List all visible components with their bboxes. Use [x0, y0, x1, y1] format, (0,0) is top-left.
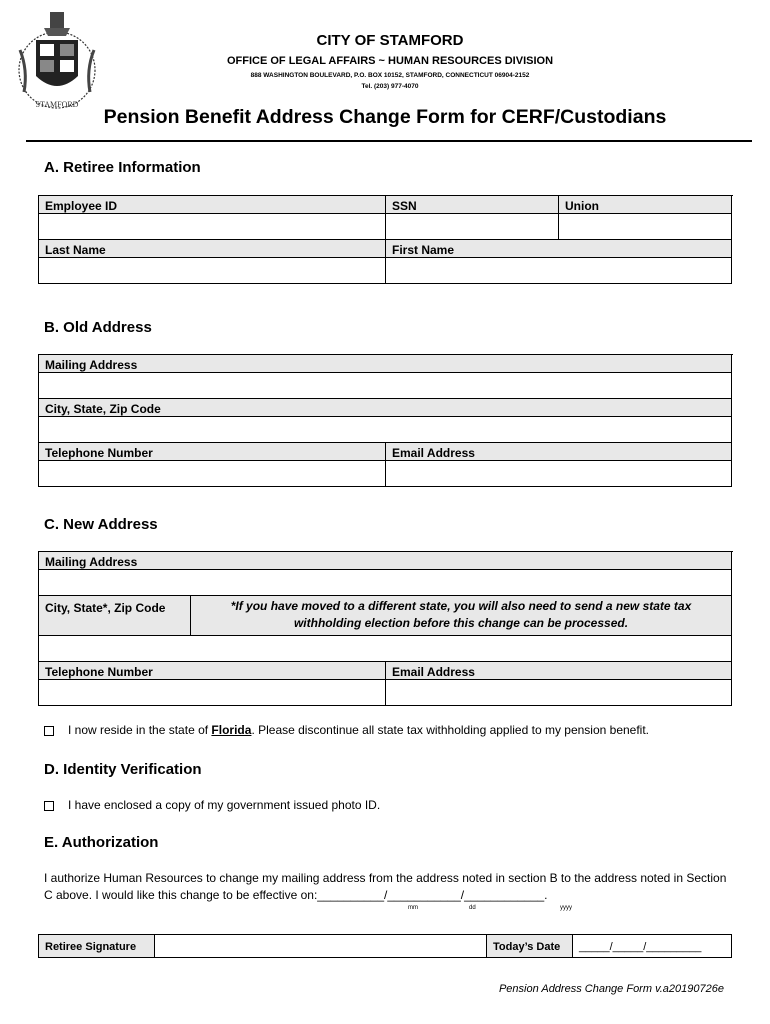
signature-field[interactable]	[155, 935, 487, 957]
old-telephone-field[interactable]	[39, 461, 386, 487]
svg-text:STAMFORD: STAMFORD	[35, 100, 79, 109]
section-d-heading: D. Identity Verification	[44, 761, 202, 778]
old-telephone-label: Telephone Number	[39, 443, 386, 461]
old-city-state-zip-field[interactable]	[39, 417, 732, 443]
ssn-field[interactable]	[386, 214, 559, 240]
florida-state-name: Florida	[211, 723, 252, 737]
union-label: Union	[559, 196, 732, 214]
new-telephone-label: Telephone Number	[39, 662, 386, 680]
new-city-state-zip-label: City, State*, Zip Code	[39, 596, 191, 636]
florida-text-pre: I now reside in the state of	[68, 723, 212, 737]
florida-checkbox[interactable]	[44, 726, 54, 736]
last-name-field[interactable]	[39, 258, 386, 284]
old-address-table	[38, 354, 733, 487]
ssn-label: SSN	[386, 196, 559, 214]
signature-row	[38, 934, 732, 958]
section-e-heading: E. Authorization	[44, 834, 159, 851]
employee-id-label: Employee ID	[39, 196, 386, 214]
todays-date-label: Today’s Date	[487, 935, 573, 957]
section-b-heading: B. Old Address	[44, 319, 152, 336]
date-dd-hint: dd	[469, 905, 476, 911]
union-field[interactable]	[559, 214, 732, 240]
signature-label: Retiree Signature	[39, 935, 155, 957]
new-address-table	[38, 551, 733, 706]
section-a-heading: A. Retiree Information	[44, 159, 201, 176]
new-mailing-label: Mailing Address	[39, 552, 732, 570]
city-seal-logo	[14, 10, 100, 114]
new-mailing-field[interactable]	[39, 570, 732, 596]
header-office: OFFICE OF LEGAL AFFAIRS ~ HUMAN RESOURCES DIVISION	[226, 55, 554, 67]
new-email-field[interactable]	[386, 680, 732, 706]
section-c-heading: C. New Address	[44, 516, 158, 533]
retiree-info-table	[38, 195, 733, 284]
authorization-text: I authorize Human Resources to change my mailing address from the address noted in section B to the address noted in Section C above. I would like this change to be effective on:__________/___________/____________.	[44, 871, 727, 902]
new-email-label: Email Address	[386, 662, 732, 680]
old-mailing-field[interactable]	[39, 373, 732, 399]
florida-option	[44, 723, 649, 737]
new-telephone-field[interactable]	[39, 680, 386, 706]
old-email-label: Email Address	[386, 443, 732, 461]
photo-id-option	[44, 798, 380, 812]
page-title: Pension Benefit Address Change Form for CERF/Custodians	[103, 106, 667, 128]
todays-date-field[interactable]: _____/_____/_________	[579, 941, 702, 953]
photo-id-text: I have enclosed a copy of my government issued photo ID.	[68, 798, 381, 812]
date-yyyy-hint: yyyy	[560, 905, 572, 911]
first-name-field[interactable]	[386, 258, 732, 284]
header-address: 888 WASHINGTON BOULEVARD, P.O. BOX 10152, STAMFORD, CONNECTICUT 06904-2152	[250, 72, 530, 79]
new-city-state-zip-field[interactable]	[39, 636, 732, 662]
last-name-label: Last Name	[39, 240, 386, 258]
form-version-footer: Pension Address Change Form v.a20190726e	[498, 983, 724, 995]
header-tel: Tel. (203) 977-4070	[361, 83, 419, 90]
old-email-field[interactable]	[386, 461, 732, 487]
old-city-state-zip-label: City, State, Zip Code	[39, 399, 732, 417]
first-name-label: First Name	[386, 240, 732, 258]
florida-text-post: . Please discontinue all state tax withholding applied to my pension benefit.	[251, 723, 650, 737]
date-mm-hint: mm	[408, 905, 418, 911]
photo-id-checkbox[interactable]	[44, 801, 54, 811]
state-tax-note: *If you have moved to a different state, you will also need to send a new state tax withholding election before this change can be processed.	[191, 596, 732, 636]
old-mailing-label: Mailing Address	[39, 355, 732, 373]
header-city: CITY OF STAMFORD	[316, 32, 464, 49]
employee-id-field[interactable]	[39, 214, 386, 240]
title-rule	[26, 140, 752, 142]
